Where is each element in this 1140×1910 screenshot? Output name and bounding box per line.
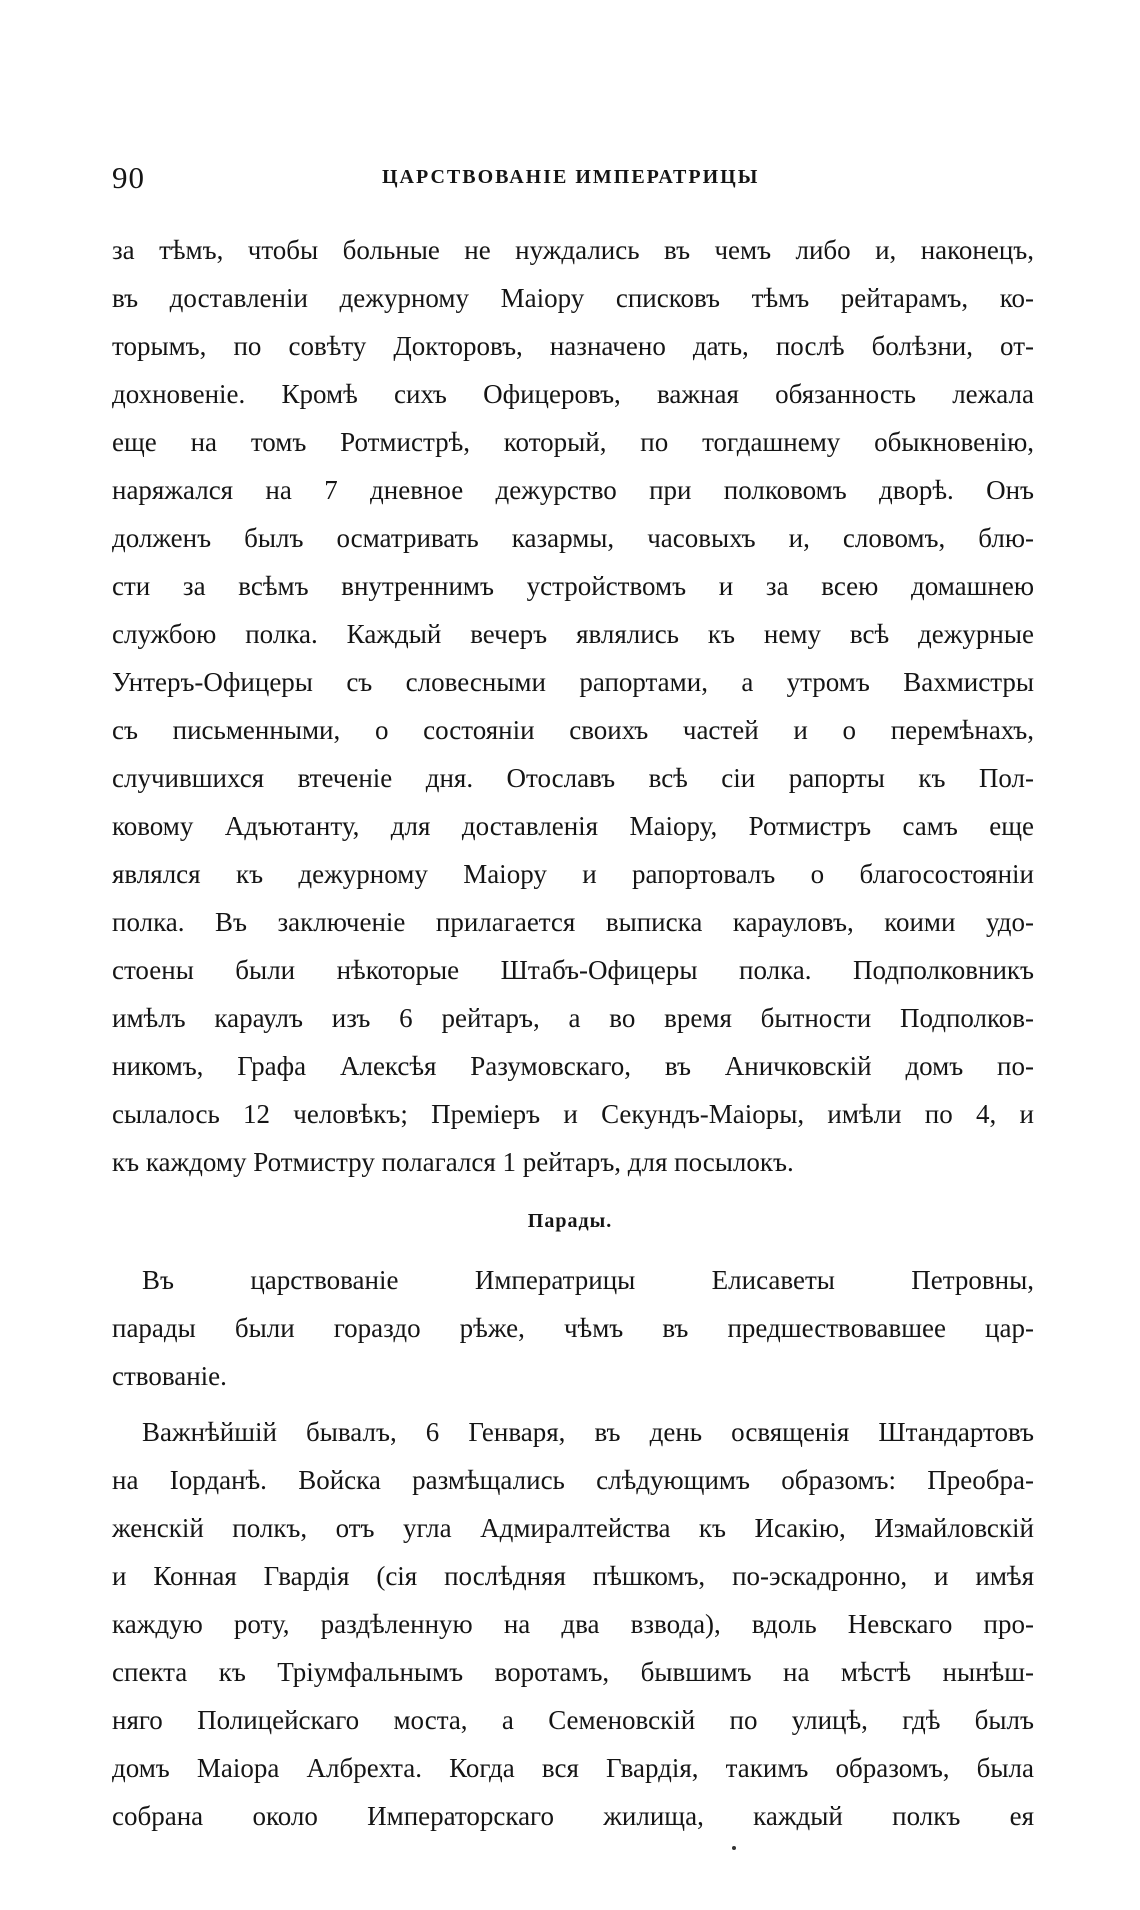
text-line: съ письменными, о состояніи своихъ частей и о перемѣнахъ, (112, 715, 1034, 745)
text-line: каждую роту, раздѣленную на два взвода), вдоль Невскаго про- (112, 1609, 1034, 1639)
text-line: собрана около Императорскаго жилища, каждый полкъ ея (112, 1801, 1034, 1831)
text-line: имѣлъ караулъ изъ 6 рейтаръ, а во время бытности Подполков- (112, 1003, 1034, 1033)
text-line: полка. Въ заключеніе прилагается выписка карауловъ, коими удо- (112, 907, 1034, 937)
text-line: парады были гораздо рѣже, чѣмъ въ предшествовавшее цар- (112, 1313, 1034, 1343)
page-number: 90 (112, 160, 145, 195)
text-line: торымъ, по совѣту Докторовъ, назначено дать, послѣ болѣзни, от- (112, 331, 1034, 361)
text-line: Въ царствованіе Императрицы Елисаветы Петровны, (142, 1265, 1034, 1295)
text-line: наряжался на 7 дневное дежурство при полковомъ дворѣ. Онъ (112, 475, 1034, 505)
print-speck (732, 1846, 736, 1850)
text-line: стоены были нѣкоторые Штабъ-Офицеры полка. Подполковникъ (112, 955, 1034, 985)
text-line: сти за всѣмъ внутреннимъ устройствомъ и за всею домашнею (112, 571, 1034, 601)
text-line: сылалось 12 человѣкъ; Преміеръ и Секундъ-Маіоры, имѣли по 4, и (112, 1099, 1034, 1129)
text-line: и Конная Гвардія (сія послѣдняя пѣшкомъ, по-эскадронно, и имѣя (112, 1561, 1034, 1591)
text-line: на Іорданѣ. Войска размѣщались слѣдующимъ образомъ: Преобра- (112, 1465, 1034, 1495)
text-line: домъ Маіора Албрехта. Когда вся Гвардія, такимъ образомъ, была (112, 1753, 1034, 1783)
text-line: спекта къ Тріумфальнымъ воротамъ, бывшимъ на мѣстѣ нынѣш- (112, 1657, 1034, 1687)
text-line: дохновеніе. Кромѣ сихъ Офицеровъ, важная обязанность лежала (112, 379, 1034, 409)
text-line: Важнѣйшій бывалъ, 6 Генваря, въ день освященія Штандартовъ (142, 1417, 1034, 1447)
page-header (112, 160, 1032, 196)
section-heading: Парады. (527, 1210, 613, 1232)
paragraph-1 (112, 226, 1034, 1186)
text-line: ковому Адъютанту, для доставленія Маіору, Ротмистръ самъ еще (112, 811, 1034, 841)
text-line: за тѣмъ, чтобы больные не нуждались въ чемъ либо и, наконецъ, (112, 235, 1034, 265)
text-line: долженъ былъ осматривать казармы, часовыхъ и, словомъ, блю- (112, 523, 1034, 553)
text-line: еще на томъ Ротмистрѣ, который, по тогдашнему обыкновенію, (112, 427, 1034, 457)
text-line: случившихся втеченіе дня. Отославъ всѣ сіи рапорты къ Пол- (112, 763, 1034, 793)
text-line: Унтеръ-Офицеры съ словесными рапортами, а утромъ Вахмистры (112, 667, 1034, 697)
text-line: ствованіе. (112, 1361, 227, 1391)
text-line: службою полка. Каждый вечеръ являлись къ нему всѣ дежурные (112, 619, 1034, 649)
text-line: няго Полицейскаго моста, а Семеновскій по улицѣ, гдѣ былъ (112, 1705, 1034, 1735)
text-line: никомъ, Графа Алексѣя Разумовскаго, въ Аничковскій домъ по- (112, 1051, 1034, 1081)
paragraph-2 (112, 1256, 1034, 1400)
text-line: являлся къ дежурному Маіору и рапортовалъ о благосостояніи (112, 859, 1034, 889)
text-line: къ каждому Ротмистру полагался 1 рейтаръ, для посылокъ. (112, 1147, 794, 1177)
paragraph-3 (112, 1408, 1034, 1840)
text-line: женскій полкъ, отъ угла Адмиралтейства къ Исакію, Измайловскій (112, 1513, 1034, 1543)
running-title: ЦАРСТВОВАНІЕ ИМПЕРАТРИЦЫ (382, 166, 760, 188)
text-line: въ доставленіи дежурному Маіору списковъ тѣмъ рейтарамъ, ко- (112, 283, 1034, 313)
